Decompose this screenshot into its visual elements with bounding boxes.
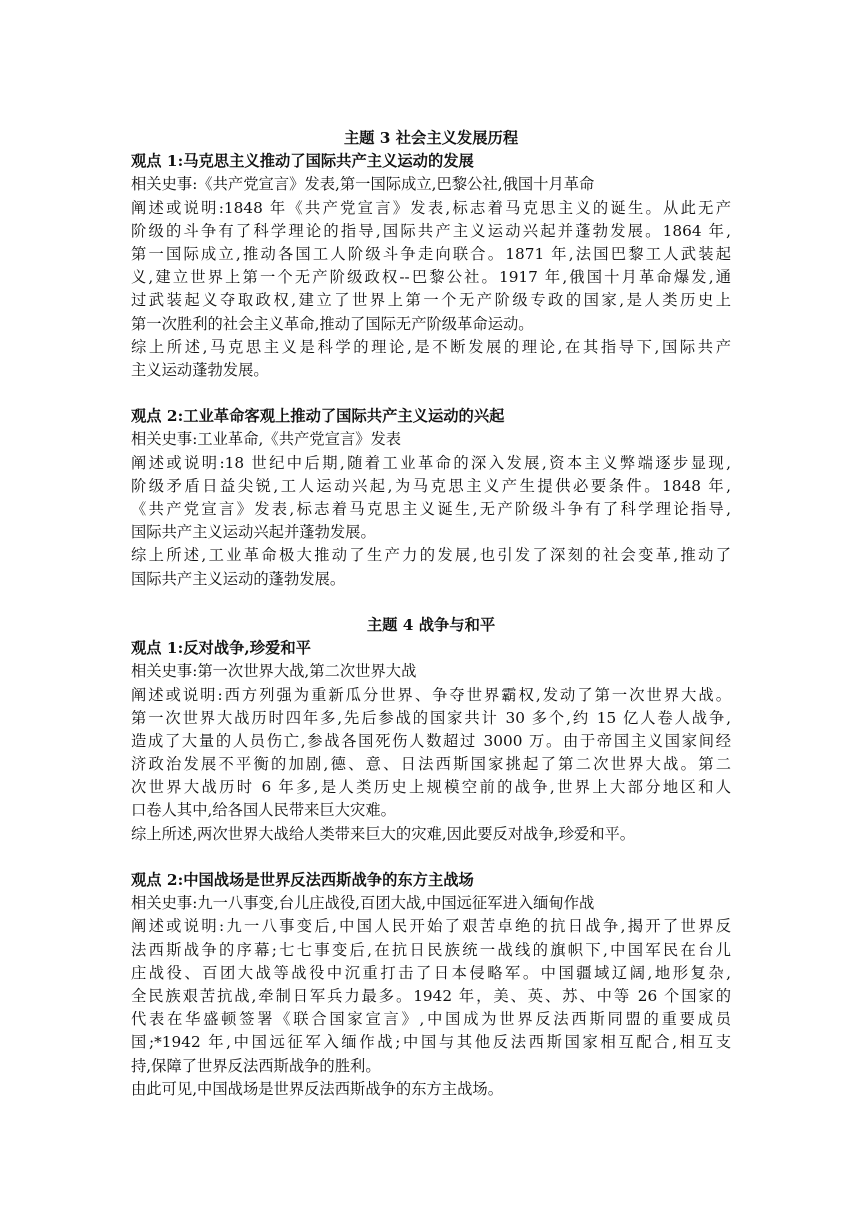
explanation-line: 国际共产主义运动兴起并蓬勃发展。	[131, 523, 376, 542]
conclusion-line: 综上所述,马克思主义是科学的理论,是不断发展的理论,在其指导下,国际共产	[131, 337, 731, 356]
related-events-line: 相关史事:第一次世界大战,第二次世界大战	[131, 662, 417, 681]
section-gap	[131, 591, 731, 614]
explanation-line: 第一次世界大战历时四年多,先后参战的国家共计 30 多个,约 15 亿人卷人战争,	[131, 708, 731, 727]
document-page	[131, 127, 731, 1101]
conclusion-line: 主义运动蓬勃发展。	[131, 360, 269, 379]
section-title: 主题 3 社会主义发展历程	[343, 129, 519, 147]
viewpoint-1	[131, 637, 731, 846]
explanation-line: 口卷人其中,给各国人民带来巨大灾难。	[131, 801, 396, 820]
explanation-line: 第一国际成立,推动各国工人阶级斗争走向联合。1871 年,法国巴黎工人武装起	[131, 244, 731, 263]
explanation-line: 国;*1942 年,中国远征军入缅作战;中国与其他反法西斯国家相互配合,相互支	[131, 1033, 731, 1052]
section-title: 主题 4 战争与和平	[366, 615, 496, 634]
explanation-line: 阶级的斗争有了科学理论的指导,国际共产主义运动兴起并蓬勃发展。1864 年,	[131, 221, 731, 240]
explanation-line: 义,建立世界上第一个无产阶级政权--巴黎公社。1917 年,俄国十月革命爆发,通	[131, 268, 731, 287]
explanation-line: 次世界大战历时 6 年多,是人类历史上规模空前的战争,世界上大部分地区和人	[131, 778, 731, 797]
viewpoint-title: 观点 2:中国战场是世界反法西斯战争的东方主战场	[131, 871, 474, 889]
related-events-line: 相关史事:工业革命,《共产党宣言》发表	[131, 430, 402, 449]
conclusion-line: 综上所述,工业革命极大推动了生产力的发展,也引发了深刻的社会变革,推动了	[131, 546, 731, 565]
related-events-line: 相关史事:九一八事变,台儿庄战役,百团大战,中国远征军进入缅甸作战	[131, 894, 595, 913]
viewpoint-title: 观点 1:马克思主义推动了国际共产主义运动的发展	[131, 152, 474, 171]
explanation-line: 《共产党宣言》发表,标志着马克思主义诞生,无产阶级斗争有了科学理论指导,	[131, 500, 731, 518]
explanation-line: 全民族艰苦抗战,牵制日军兵力最多。1942 年，美、英、苏、中等 26 个国家的	[131, 986, 731, 1005]
viewpoint-title: 观点 2:工业革命客观上推动了国际共产主义运动的兴起	[131, 407, 505, 426]
viewpoint-2	[131, 405, 731, 591]
related-events-line: 相关史事:《共产党宣言》发表,第一国际成立,巴黎公社,俄国十月革命	[131, 175, 595, 194]
conclusion-line: 综上所述,两次世界大战给人类带来巨大的灾难,因此要反对战争,珍爱和平。	[131, 824, 636, 843]
conclusion-line: 国际共产主义运动的蓬勃发展。	[131, 569, 346, 588]
explanation-line: 阐述或说明:18 世纪中后期,随着工业革命的深入发展,资本主义弊端逐步显现,	[131, 453, 731, 472]
explanation-line: 济政治发展不平衡的加剧,德、意、日法西斯国家挑起了第二次世界大战。第二	[131, 755, 731, 774]
paragraph-gap	[131, 846, 731, 869]
viewpoint-title: 观点 1:反对战争,珍爱和平	[131, 639, 311, 658]
explanation-line: 法西斯战争的序幕;七七事变后,在抗日民族统一战线的旗帜下,中国军民在台儿	[131, 940, 731, 959]
explanation-line: 阐述或说明:1848 年《共产党宣言》发表,标志着马克思主义的诞生。从此无产	[131, 198, 731, 217]
section-theme-3	[131, 127, 731, 591]
viewpoint-1	[131, 150, 731, 382]
paragraph-gap	[131, 382, 731, 405]
viewpoint-2	[131, 869, 731, 1101]
explanation-line: 造成了大量的人员伤亡,参战各国死伤人数超过 3000 万。由于帝国主义国家间经	[131, 731, 731, 750]
explanation-line: 代表在华盛顿签署《联合国家宣言》,中国成为世界反法西斯同盟的重要成员	[131, 1010, 731, 1029]
explanation-line: 持,保障了世界反法西斯战争的胜利。	[131, 1056, 381, 1075]
section-theme-4	[131, 614, 731, 1101]
conclusion-line: 由此可见,中国战场是世界反法西斯战争的东方主战场。	[131, 1079, 503, 1098]
explanation-line: 阐述或说明:九一八事变后,中国人民开始了艰苦卓绝的抗日战争,揭开了世界反	[131, 917, 731, 936]
explanation-line: 庄战役、百团大战等战役中沉重打击了日本侵略军。中国疆域辽阔,地形复杂,	[131, 963, 731, 982]
explanation-line: 第一次胜利的社会主义革命,推动了国际无产阶级革命运动。	[131, 314, 534, 333]
explanation-line: 过武装起义夺取政权,建立了世界上第一个无产阶级专政的国家,是人类历史上	[131, 291, 731, 310]
explanation-line: 阶级矛盾日益尖锐,工人运动兴起,为马克思主义产生提供必要条件。1848 年,	[131, 476, 731, 495]
explanation-line: 阐述或说明:西方列强为重新瓜分世界、争夺世界霸权,发动了第一次世界大战。	[131, 685, 731, 704]
